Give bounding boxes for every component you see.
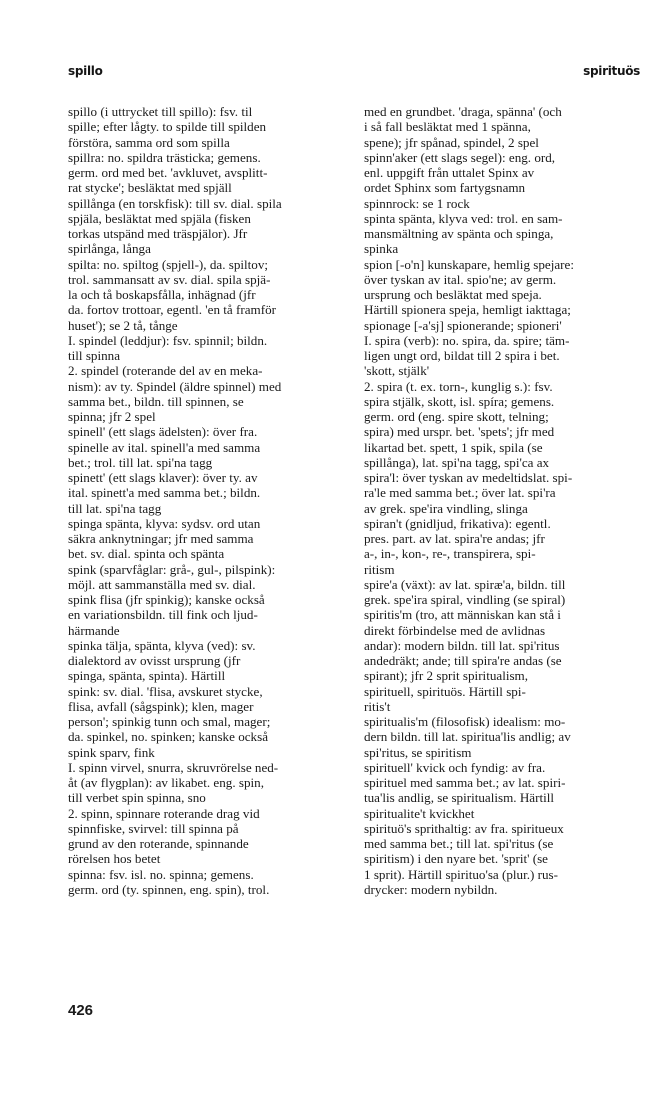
dictionary-entry xyxy=(364,607,630,714)
entry-text: spinett' (ett slags klaver): över ty. av ital. spinett'a med samma bet.; bildn. till lat. spi'na tagg xyxy=(68,470,261,516)
entry-text: spillo (i uttrycket till spillo): fsv. til spille; efter lågty. to spilde till spilden förstöra, samma ord som spilla xyxy=(68,104,267,150)
entry-text: spirituö's sprithaltig: av fra. spiritueux med samma bet.; till lat. spi'ritus (se spiritism) i den nyare bet. 'sprit' (se 1 sprit). Härtill spirituo'sa (plur.) rus- drycker: modern nybildn. xyxy=(364,820,564,897)
entry-text: spinn'aker (ett slags segel): eng. ord, enl. uppgift från uttalet Spinx av ordet Sphinx som fartygsnamn xyxy=(364,149,556,196)
dictionary-entry xyxy=(68,150,335,196)
entry-text: I. spinn virvel, snurra, skruvrörelse ned- åt (av flygplan): av likabet. eng. spin, till verbet spin spinna, sno xyxy=(68,759,279,806)
entry-text: spinga spänta, klyva: sydsv. ord utan säkra anknytningar; jfr med samma bet. sv. dial. spinta och spänta xyxy=(68,515,261,562)
entry-text: spinell' (ett slags ädelsten): över fra. spinelle av ital. spinell'a med samma bet.; trol. till lat. spi'na tagg xyxy=(68,424,261,470)
dictionary-entry xyxy=(364,333,630,379)
dictionary-entry xyxy=(68,470,335,516)
dictionary-entry xyxy=(68,516,335,562)
dictionary-entry xyxy=(364,760,630,821)
entry-text: 2. spira (t. ex. torn-, kunglig s.): fsv. spira stjälk, skott, isl. spíra; gemens. germ. ord (eng. spire skott, telning; spira) med urspr. bet. 'spets'; jfr med likartad bet. spett, 1 spik, spila (se spillånga), lat. spi'na tagg, spi'ca ax xyxy=(364,378,555,470)
dictionary-entry xyxy=(68,867,335,898)
dictionary-entry xyxy=(364,104,630,150)
dictionary-entry xyxy=(68,196,335,257)
dictionary-entry xyxy=(364,211,630,257)
entry-text: spiran't (gnidljud, frikativa): egentl. pres. part. av lat. spira're andas; jfr a-, in-, kon-, re-, transpirera, spi- ritism xyxy=(364,515,551,577)
entry-text: 2. spinn, spinnare roterande drag vid spinnfiske, svirvel: till spinna på grund av den roterande, spinnande rörelsen hos betet xyxy=(68,805,260,867)
entry-text: 2. spindel (roterande del av en meka- nism): av ty. Spindel (äldre spinnel) med samma bet., bildn. till spinnen, se spinna; jfr 2 spel xyxy=(68,363,282,424)
dictionary-entry xyxy=(68,257,335,333)
entry-text: spillånga (en torskfisk): till sv. dial. spila spjäla, besläktat med spjäla (fisken torkas utspänd med träspjälor). Jfr spirlånga, långa xyxy=(68,195,282,257)
dictionary-entry xyxy=(364,150,630,196)
entry-text: spilta: no. spiltog (spjell-), da. spiltov; trol. sammansatt av sv. dial. spila spjä- la och tå boskapsfålla, inhägnad (jfr da. fortov trottoar, egentl. 'en tå framför huset'); se 2 tå, tånge xyxy=(68,256,276,333)
entry-text: spire'a (växt): av lat. spiræ'a, bildn. till grek. spe'ira spiral, vindling (se spiral) xyxy=(364,576,566,607)
dictionary-entry xyxy=(68,562,335,638)
dictionary-entry xyxy=(68,638,335,760)
page-number: 426 xyxy=(68,1002,94,1019)
dictionary-entry xyxy=(364,257,630,333)
running-head-right: spirituös xyxy=(583,64,640,78)
dictionary-entry xyxy=(364,714,630,760)
entry-text: spinta spänta, klyva ved: trol. en sam- mansmältning av spänta och spinga, spinka xyxy=(364,210,563,257)
left-column xyxy=(68,104,335,897)
dictionary-entry xyxy=(364,196,630,211)
entry-text: spion [-o'n] kunskapare, hemlig spejare: över tyskan av ital. spio'ne; av germ. ursprung och besläktat med speja. Härtill spionera speja, hemligt iakttaga; spionage [-a'sj] spionerande; spioneri' xyxy=(364,256,574,333)
dictionary-entry xyxy=(68,806,335,867)
entry-text: I. spindel (leddjur): fsv. spinnil; bildn. till spinna xyxy=(68,332,268,363)
dictionary-entry xyxy=(364,821,630,897)
dictionary-entry xyxy=(68,424,335,470)
entry-text: spiritualis'm (filosofisk) idealism: mo- dern bildn. till lat. spiritua'lis andlig; av spi'ritus, se spiritism xyxy=(364,714,571,760)
entry-text: med en grundbet. 'draga, spänna' (och i så fall besläktat med 1 spänna, spene); jfr spånad, spindel, 2 spel xyxy=(364,104,562,150)
entry-text: spinna: fsv. isl. no. spinna; gemens. germ. ord (ty. spinnen, eng. spin), trol. xyxy=(68,866,270,897)
dictionary-entry xyxy=(68,760,335,806)
entry-text: spinnrock: se 1 rock xyxy=(364,195,470,211)
entry-text: spira'l: över tyskan av medeltidslat. spi- ra'le med samma bet.; över lat. spi'ra av grek. spe'ira vindling, slinga xyxy=(364,470,573,516)
dictionary-entry xyxy=(364,516,630,577)
dictionary-entry xyxy=(68,363,335,424)
running-head-left: spillo xyxy=(68,64,103,78)
dictionary-entry xyxy=(364,577,630,608)
dictionary-entry xyxy=(68,104,335,150)
dictionary-entry xyxy=(364,470,630,516)
dictionary-entry xyxy=(68,333,335,364)
right-column xyxy=(364,104,630,897)
entry-text: spinka tälja, spänta, klyva (ved): sv. dialektord av ovisst ursprung (jfr spinga, spänta, spinta). Härtill spink: sv. dial. 'flisa, avskuret stycke, flisa, avfall (sågspink); klen, mager person'; spinkig tunn och smal, mager; da. spinkel, no. spinken; kanske också spink sparv, fink xyxy=(68,637,271,760)
entry-text: spink (sparvfåglar: grå-, gul-, pilspink): möjl. att sammanställa med sv. dial. spink flisa (jfr spinkig); kanske också en variationsbildn. till fink och ljud- härmande xyxy=(68,561,276,638)
entry-text: spirituell' kvick och fyndig: av fra. spirituel med samma bet.; av lat. spiri- tua'lis andlig, se spiritualism. Härtill spiritualite't kvickhet xyxy=(364,759,566,821)
entry-text: I. spira (verb): no. spira, da. spire; täm- ligen ungt ord, bildat till 2 spira i bet. 'skott, stjälk' xyxy=(364,332,570,379)
dictionary-entry xyxy=(364,379,630,471)
entry-text: spillra: no. spildra trästicka; gemens. germ. ord med bet. 'avkluvet, avsplitt- rat stycke'; besläktat med spjäll xyxy=(68,149,268,196)
entry-text: spiritis'm (tro, att människan kan stå i direkt förbindelse med de avlidnas andar): modern bildn. till lat. spi'ritus andedräkt; ande; till spira're andas (se spirant); jfr 2 sprit spiritualism, spirituell, spirituös. Härtill spi- ritis't xyxy=(364,607,562,714)
